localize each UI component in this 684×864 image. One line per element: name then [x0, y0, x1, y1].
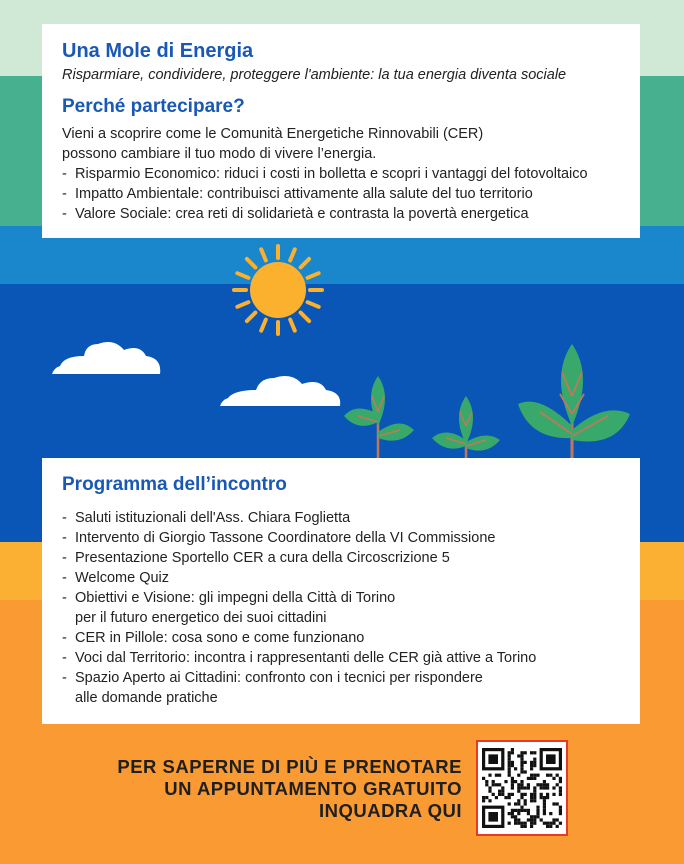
cta-line-2: UN APPUNTAMENTO GRATUITO [164, 778, 462, 799]
event-subtitle: Risparmiare, condividere, proteggere l'ambiente: la tua energia diventa sociale [62, 67, 567, 83]
program-heading: Programma dell’incontro [62, 474, 287, 495]
list-item: - CER in Pillole: cosa sono e come funzionano [62, 628, 640, 648]
list-item: - Valore Sociale: crea reti di solidarietà e contrasta la povertà energetica [62, 204, 640, 224]
sun-icon [234, 246, 322, 334]
list-item: - Impatto Ambientale: contribuisci attivamente alla salute del tuo territorio [62, 184, 640, 204]
list-item: - Welcome Quiz [62, 568, 640, 588]
cloud-icon [220, 376, 340, 406]
program-card [42, 458, 640, 724]
event-title: Una Mole di Energia [62, 40, 254, 62]
cloud-icon [52, 342, 160, 374]
list-item: - Saluti istituzionali dell'Ass. Chiara Foglietta [62, 508, 640, 528]
cta-line-3: INQUADRA QUI [318, 800, 462, 821]
list-item: - Spazio Aperto ai Cittadini: confronto con i tecnici per rispondere [62, 668, 640, 688]
why-heading: Perché partecipare? [62, 96, 245, 117]
list-item: - Risparmio Economico: riduci i costi in bolletta e scopri i vantaggi del fotovoltaico [62, 164, 640, 184]
cta-line-1: PER SAPERNE DI PIÙ E PRENOTARE [117, 756, 462, 777]
why-text-1: Vieni a scoprire come le Comunità Energetiche Rinnovabili (CER) [62, 126, 484, 142]
list-item: - Intervento di Giorgio Tassone Coordinatore della VI Commissione [62, 528, 640, 548]
sprout-icon [344, 376, 414, 458]
list-item: - Voci dal Territorio: incontra i rappresentanti delle CER già attive a Torino [62, 648, 640, 668]
sprout-icon [518, 344, 630, 458]
sprout-icon [432, 396, 500, 458]
why-text-2: possono cambiare il tuo modo di vivere l’energia. [62, 146, 377, 162]
cta-text [117, 756, 462, 822]
qr-code-icon[interactable] [476, 740, 568, 836]
list-item: - Presentazione Sportello CER a cura della Circoscrizione 5 [62, 548, 640, 568]
list-item-continuation: per il futuro energetico dei suoi cittadini [75, 610, 327, 626]
program-list [62, 508, 640, 708]
intro-card [42, 24, 640, 238]
qr-code-graphic [478, 742, 566, 834]
list-item-continuation: alle domande pratiche [75, 690, 218, 706]
list-item: - Obiettivi e Visione: gli impegni della Città di Torino [62, 588, 640, 608]
benefits-list [62, 164, 640, 224]
